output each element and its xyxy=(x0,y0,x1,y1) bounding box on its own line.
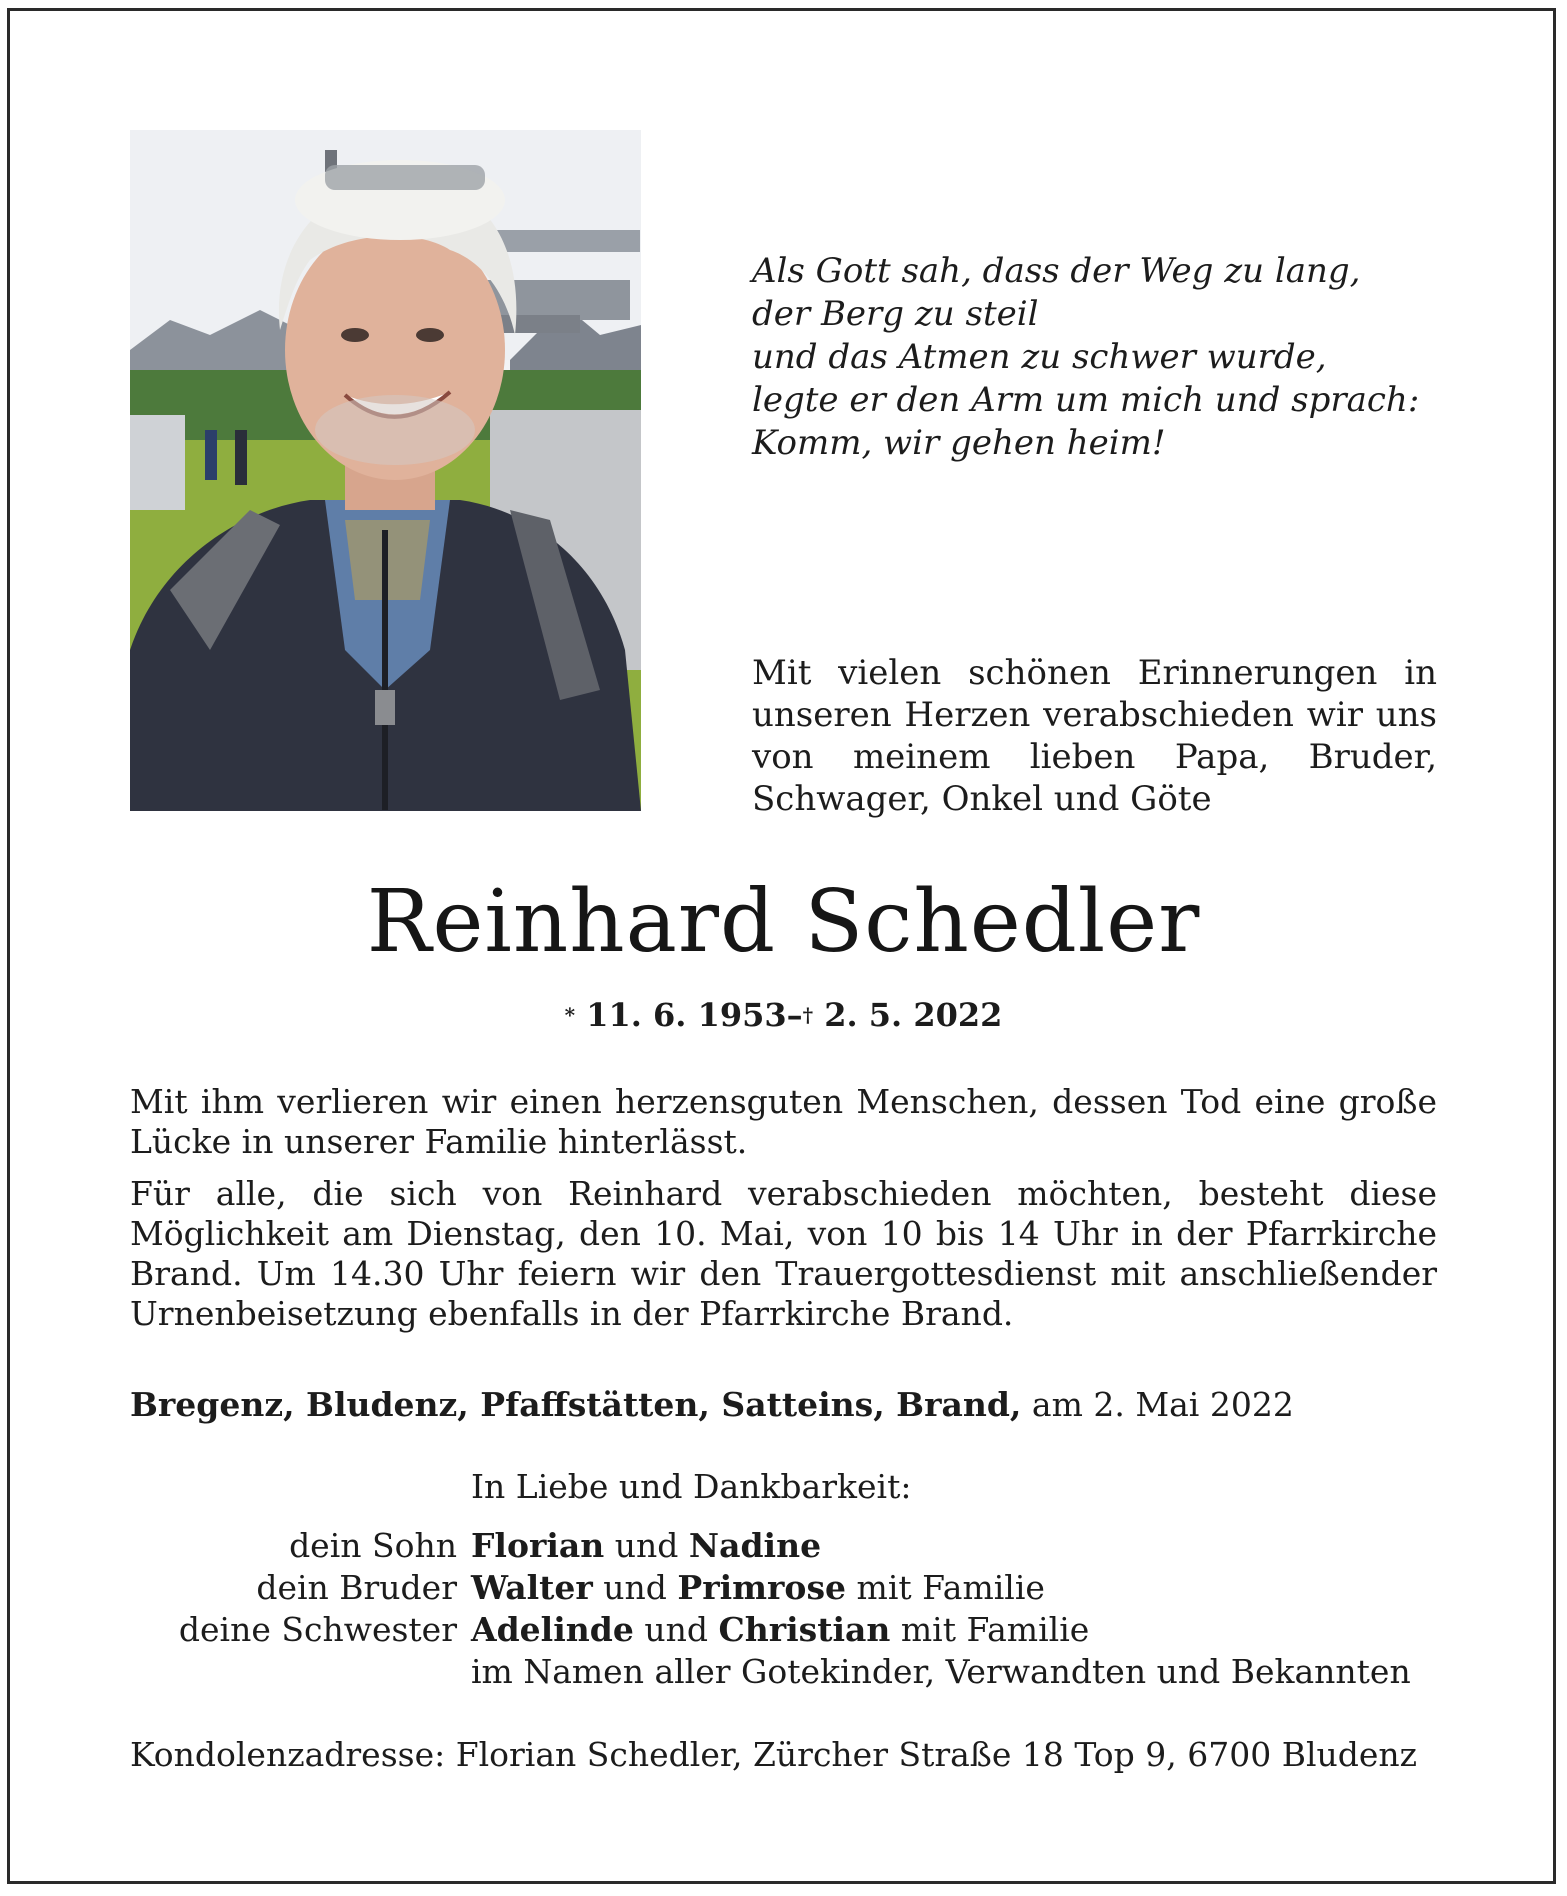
relative-name: Nadine xyxy=(688,1526,822,1565)
paragraph: Für alle, die sich von Reinhard verabschieden möchten, besteht diese Möglichkeit am Dienstag, den 10. Mai, von 10 bis 14 Uhr in der Pfarrkirche Brand. Um 14.30 Uhr feiern wir den Trauergottesdienst mit anschließender Urnenbeisetzung ebenfalls in der Pfarrkirche Brand. xyxy=(130,1174,1437,1333)
relative-role: dein Bruder xyxy=(256,1568,457,1607)
birth-date: 11. 6. 1953 xyxy=(586,996,787,1034)
relative-name: Primrose xyxy=(677,1568,847,1607)
death-symbol: † xyxy=(802,1003,814,1027)
paragraph: Mit ihm verlieren wir einen herzensguten Menschen, dessen Tod eine große Lücke in unserer Familie hinterlässt. xyxy=(130,1082,1437,1161)
deceased-name: Reinhard Schedler xyxy=(366,872,1201,972)
death-date: 2. 5. 2022 xyxy=(824,996,1003,1034)
relative-names xyxy=(471,1610,1089,1649)
poem-line: legte er den Arm um mich und sprach: xyxy=(752,380,1420,420)
relative-name: Florian xyxy=(471,1526,605,1565)
relative-role: deine Schwester xyxy=(178,1610,457,1649)
relative-name: Walter xyxy=(471,1568,593,1607)
extra-line: im Namen aller Gotekinder, Verwandten und Bekannten xyxy=(471,1652,1411,1691)
poem-line: Komm, wir gehen heim! xyxy=(752,423,1166,463)
poem xyxy=(752,250,1452,465)
intro-text: Mit vielen schönen Erinnerungen in unseren Herzen verabschieden wir uns von meinem lieben Papa, Bruder, Schwager, Onkel und Göte xyxy=(752,653,1437,819)
relative-name: Adelinde xyxy=(471,1610,634,1649)
poem-line: der Berg zu steil xyxy=(752,294,1039,334)
poem-line: Als Gott sah, dass der Weg zu lang, xyxy=(752,251,1361,291)
relative-names xyxy=(471,1526,821,1565)
relative-suffix: mit Familie xyxy=(856,1568,1045,1607)
love-line: In Liebe und Dankbarkeit: xyxy=(471,1467,912,1506)
places-date: am 2. Mai 2022 xyxy=(1031,1385,1294,1424)
places-line xyxy=(130,1385,1294,1424)
relative-suffix: mit Familie xyxy=(900,1610,1090,1649)
relative-und: und xyxy=(614,1526,679,1565)
relative-names xyxy=(471,1568,1045,1607)
relative-role: dein Sohn xyxy=(289,1526,457,1565)
condolence-address: Kondolenzadresse: Florian Schedler, Zürcher Straße 18 Top 9, 6700 Bludenz xyxy=(130,1735,1418,1774)
relative-und: und xyxy=(603,1568,667,1607)
date-separator: – xyxy=(786,996,803,1034)
relative-name: Christian xyxy=(718,1610,891,1649)
birth-symbol: * xyxy=(564,1003,576,1027)
portrait-photo xyxy=(130,130,641,811)
poem-line: und das Atmen zu schwer wurde, xyxy=(752,337,1327,377)
life-dates xyxy=(0,996,1567,1034)
relative-und: und xyxy=(644,1610,708,1649)
places-bold: Bregenz, Bludenz, Pfaffstätten, Satteins, Brand, xyxy=(130,1385,1022,1424)
